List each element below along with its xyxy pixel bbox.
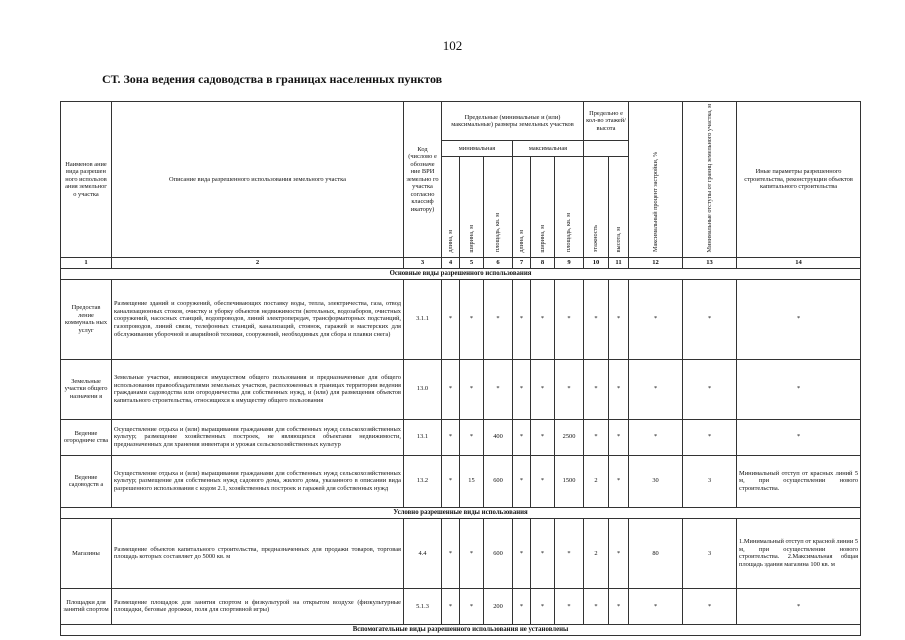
section-main-heading: Основные виды разрешенного использования: [61, 268, 861, 279]
header-name: Наименов ание вида разрешен ного использов ания земельног о участка: [61, 102, 112, 258]
header-min-length: длина, м: [442, 157, 460, 258]
header-height: высота, м: [609, 157, 629, 258]
section-auxiliary-heading: Вспомогательные виды разрешенного использования не установлены: [61, 624, 861, 635]
header-min-area: площадь, кв. м: [484, 157, 513, 258]
header-max: максимальная: [513, 141, 584, 157]
header-code: Код (числово е обозначе ние ВРИ земельно го участка согласно классиф икатору): [404, 102, 442, 258]
header-min-width: ширина, м: [460, 157, 484, 258]
page-number: 102: [442, 38, 463, 53]
table-row: Магазины Размещение объектов капитального строительства, предназначенных для продажи товаров, торговая площадь которых составляет до 5000 кв. м 4.4 * * 600 * * * 2 * 80 3 1.Минимальный отступ от красной линии 5 м, при осуществлении нового строительства. 2.Максимальная общая площадь здания магазина 100 кв. м: [61, 518, 861, 588]
header-min: минимальная: [442, 141, 513, 157]
header-desc: Описание вида разрешенного использования земельного участка: [112, 102, 404, 258]
header-min-offset: Минимальные отступы от границ земельного участка, м: [683, 102, 737, 258]
column-number-row: 1 2 3 4 5 6 7 8 9 10 11 12 13 14: [61, 257, 861, 268]
header-height-group: Предельно е кол-во этажей/ высота: [584, 102, 629, 141]
section-conditional-heading: Условно разрешенные виды использования: [61, 507, 861, 518]
table-row: Земельные участки общего назначени я Земельные участки, являющиеся имуществом общего пользования и предназначенные для общего использования правообладателями земельных участков, расположенных в границах территории ведения гражданами садоводства или огородничества для собственных нужд, и (или) для размещения объектов капитального строительства, относящихся к имуществу общего пользования 13.0 * * * * * * * * * * *: [61, 359, 861, 419]
header-max-width: ширина, м: [531, 157, 555, 258]
header-floors: этажность: [584, 157, 609, 258]
page-title: СТ. Зона ведения садоводства в границах населенных пунктов: [102, 72, 443, 86]
table-row: Ведение садоводств а Осуществление отдыха и (или) выращивания гражданами для собственных нужд сельскохозяйственных культур; размещение для собственных нужд садового дома, жилого дома, указанного в описании вида разрешенного использования с кодом 2.1, хозяйственных построек и гаражей для собственных нужд 13.2 * 15 600 * * 1500 2 * 30 3 Минимальный отступ от красных линий 5 м, при осуществлении нового строительства.: [61, 455, 861, 507]
zone-table: [60, 101, 861, 636]
table-row: Предостав ление коммуналь ных услуг Размещение зданий и сооружений, обеспечивающих поставку воды, тепла, электричества, газа, отвод канализационных стоков, очистку и уборку объектов недвижимости (котельных, водозаборов, очистных сооружений, насосных станций, водопроводов, линий электропередач, трансформаторных подстанций, газопроводов, линий связи, телефонных станций, канализаций, стоянок, гаражей и мастерских для обслуживания уборочной и аварийной техники, сооружений, необходимых для сбора и плавки снега) 3.1.1 * * * * * * * * * * *: [61, 279, 861, 359]
header-limits: Предельные (минимальные и (или) максимальные) размеры земельных участков: [442, 102, 584, 141]
header-max-pct: Максимальный процент застройки, %: [629, 102, 683, 258]
table-row: Площадки для занятий спортом Размещение площадок для занятия спортом и физкультурой на открытом воздухе (физкультурные площадки, беговые дорожки, поля для спортивной игры) 5.1.3 * * 200 * * * * * * * *: [61, 588, 861, 624]
header-max-length: длина, м: [513, 157, 531, 258]
header-other: Иные параметры разрешенного строительства, реконструкции объектов капитального строительства: [737, 102, 861, 258]
header-max-area: площадь, кв. м: [555, 157, 584, 258]
table-row: Ведение огородниче ства Осуществление отдыха и (или) выращивания гражданами для собственных нужд сельскохозяйственных культур; размещение хозяйственных построек, не являющихся объектами недвижимости, предназначенных для хранения инвентаря и урожая сельскохозяйственных культур 13.1 * * 400 * * 2500 * * * * *: [61, 419, 861, 455]
